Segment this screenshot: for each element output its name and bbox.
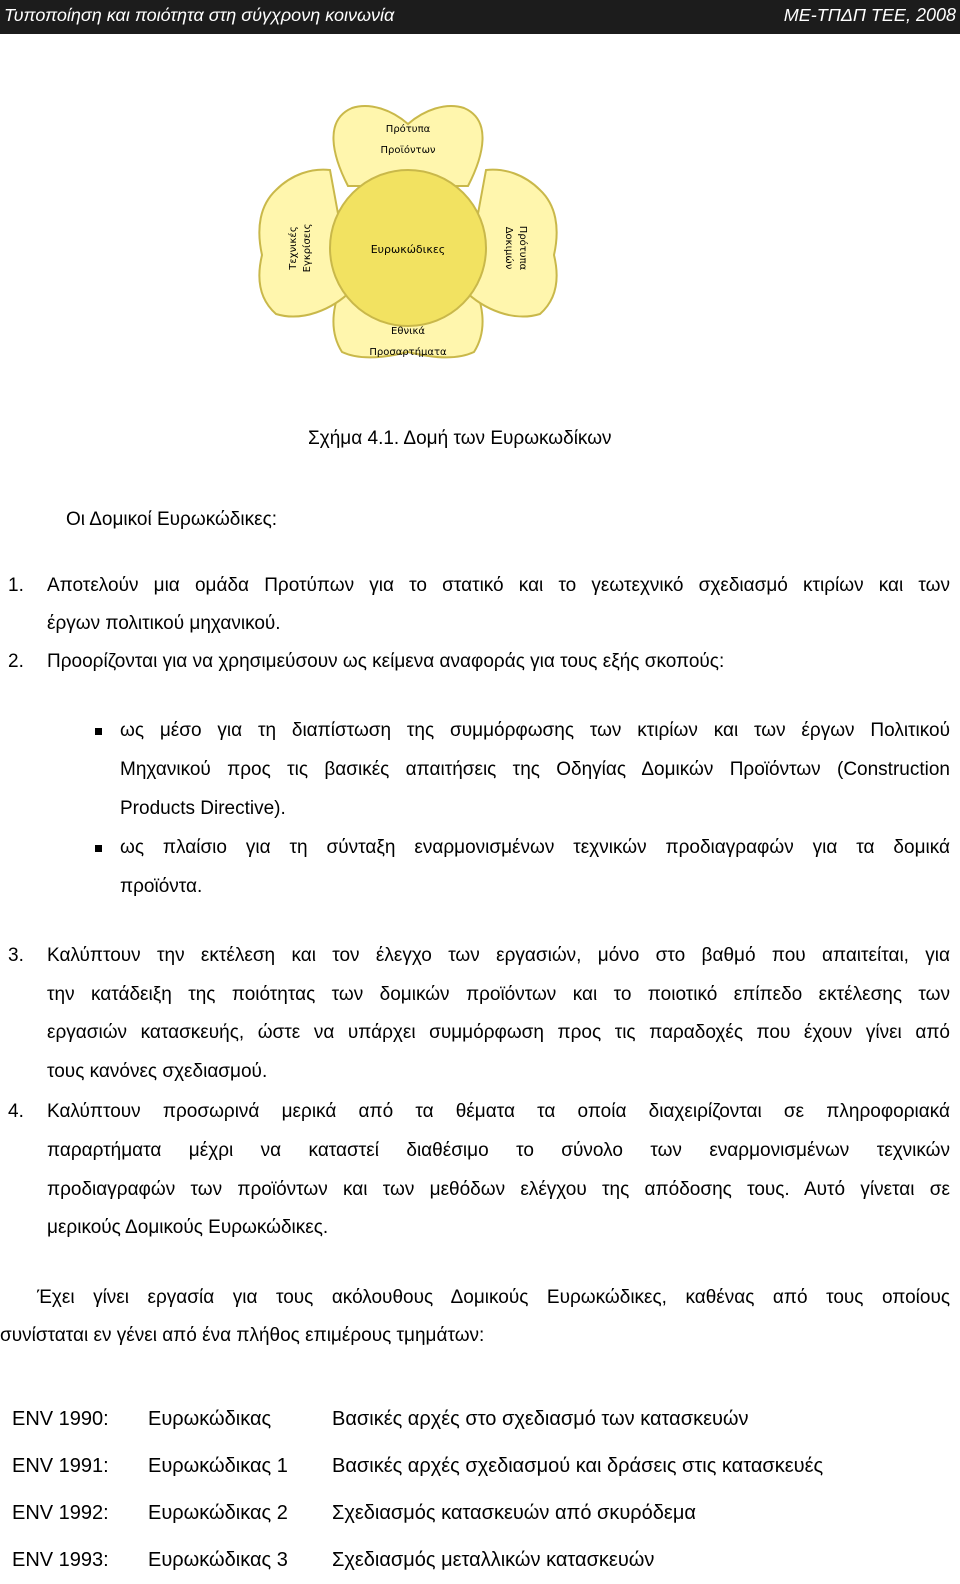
bullet-2-line2: προϊόντα. — [120, 876, 203, 897]
env-name: Ευρωκώδικας — [148, 1408, 272, 1430]
env-name: Ευρωκώδικας 1 — [148, 1455, 288, 1477]
paragraph-line2: συνίσταται εν γένει από ένα πλήθος επιμέρους τμημάτων: — [0, 1325, 485, 1346]
env-code: ENV 1992: — [12, 1502, 109, 1524]
top-label-line2: Προϊόντων — [380, 145, 436, 156]
item-3-line2: την κατάδειξη της ποιότητας των δομικών προϊόντων και το ποιοτικό επίπεδο εκτέλεσης των — [47, 984, 950, 1005]
item-4-line3: προδιαγραφών των προϊόντων και των μεθόδων ελέγχου της απόδοσης τους. Αυτό γίνεται σε — [47, 1179, 950, 1200]
item-1-line1: Αποτελούν μια ομάδα Προτύπων για το στατικό και το γεωτεχνικό σχεδιασμό κτιρίων και των — [47, 575, 950, 596]
item-3-line1: Καλύπτουν την εκτέλεση και τον έλεγχο των εργασιών, μόνο στο βαθμό που απαιτείται, για — [47, 945, 950, 966]
right-label-line2: Δοκιμών — [503, 226, 514, 270]
env-name: Ευρωκώδικας 3 — [148, 1549, 288, 1571]
right-label-line1: Πρότυπα — [517, 225, 528, 271]
table-row — [12, 1443, 823, 1490]
paragraph-line1: Έχει γίνει εργασία για τους ακόλουθους Δομικούς Ευρωκώδικες, καθένας από τους οποίους — [37, 1287, 950, 1308]
figure-caption: Σχήμα 4.1. Δομή των Ευρωκωδίκων — [308, 428, 612, 449]
item-3-line4: τους κανόνες σχεδιασμού. — [47, 1061, 268, 1082]
item-2-line1: Προορίζονται για να χρησιμεύσουν ως κείμενα αναφοράς για τους εξής σκοπούς: — [47, 651, 725, 672]
header-publisher: ΜΕ-ΤΠΔΠ ΤΕΕ, 2008 — [783, 5, 956, 25]
env-description: Βασικές αρχές σχεδιασμού και δράσεις στις κατασκευές — [332, 1455, 824, 1477]
bullet-1-line3: Products Directive). — [120, 798, 286, 819]
env-description: Σχεδιασμός μεταλλικών κατασκευών — [332, 1549, 655, 1571]
env-code: ENV 1993: — [12, 1549, 109, 1571]
item-2-number: 2. — [8, 651, 24, 672]
item-3-line3: εργασιών κατασκευής, ώστε να υπάρχει συμμόρφωση προς τις παραδοχές που έχουν γίνει από — [47, 1022, 950, 1043]
item-1-line2: έργων πολιτικού μηχανικού. — [47, 613, 281, 634]
eurocodes-structure-diagram — [252, 100, 564, 362]
left-label-line1: Τεχνικές — [288, 226, 299, 270]
eurocodes-table — [12, 1396, 823, 1584]
env-description: Βασικές αρχές στο σχεδιασμό των κατασκευών — [332, 1408, 749, 1430]
item-4-line1: Καλύπτουν προσωρινά μερικά από τα θέματα τα οποία διαχειρίζονται σε πληροφοριακά — [47, 1101, 950, 1122]
bullet-2-marker — [95, 845, 102, 852]
env-code: ENV 1990: — [12, 1408, 109, 1430]
item-1-number: 1. — [8, 575, 24, 596]
header-title: Τυποποίηση και ποιότητα στη σύγχρονη κοινωνία — [4, 5, 395, 25]
item-4-line4: μερικούς Δομικούς Ευρωκώδικες. — [47, 1217, 329, 1238]
table-row — [12, 1490, 823, 1537]
bottom-label-line1: Εθνικά — [391, 326, 425, 337]
page-header — [0, 0, 960, 34]
center-label: Ευρωκώδικες — [370, 243, 446, 256]
item-4-line2: παραρτήματα μέχρι να καταστεί διαθέσιμο το σύνολο των εναρμονισμένων τεχνικών — [47, 1140, 950, 1161]
intro-text: Οι Δομικοί Ευρωκώδικες: — [66, 509, 278, 530]
item-4-number: 4. — [8, 1101, 24, 1122]
left-label-line2: Εγκρίσεις — [302, 223, 313, 273]
item-3-number: 3. — [8, 945, 24, 966]
table-row — [12, 1396, 823, 1443]
bullet-1-line2: Μηχανικού προς τις βασικές απαιτήσεις της Οδηγίας Δομικών Προϊόντων (Construction — [120, 759, 950, 780]
table-row — [12, 1537, 823, 1584]
env-code: ENV 1991: — [12, 1455, 109, 1477]
bullet-1-line1: ως μέσο για τη διαπίστωση της συμμόρφωσης των κτιρίων και των έργων Πολιτικού — [120, 720, 950, 741]
bottom-label-line2: Προσαρτήματα — [369, 347, 447, 358]
bullet-1-marker — [95, 728, 102, 735]
bullet-2-line1: ως πλαίσιο για τη σύνταξη εναρμονισμένων τεχνικών προδιαγραφών για τα δομικά — [120, 837, 950, 858]
env-description: Σχεδιασμός κατασκευών από σκυρόδεμα — [332, 1502, 696, 1524]
top-label-line1: Πρότυπα — [385, 124, 431, 135]
env-name: Ευρωκώδικας 2 — [148, 1502, 288, 1524]
